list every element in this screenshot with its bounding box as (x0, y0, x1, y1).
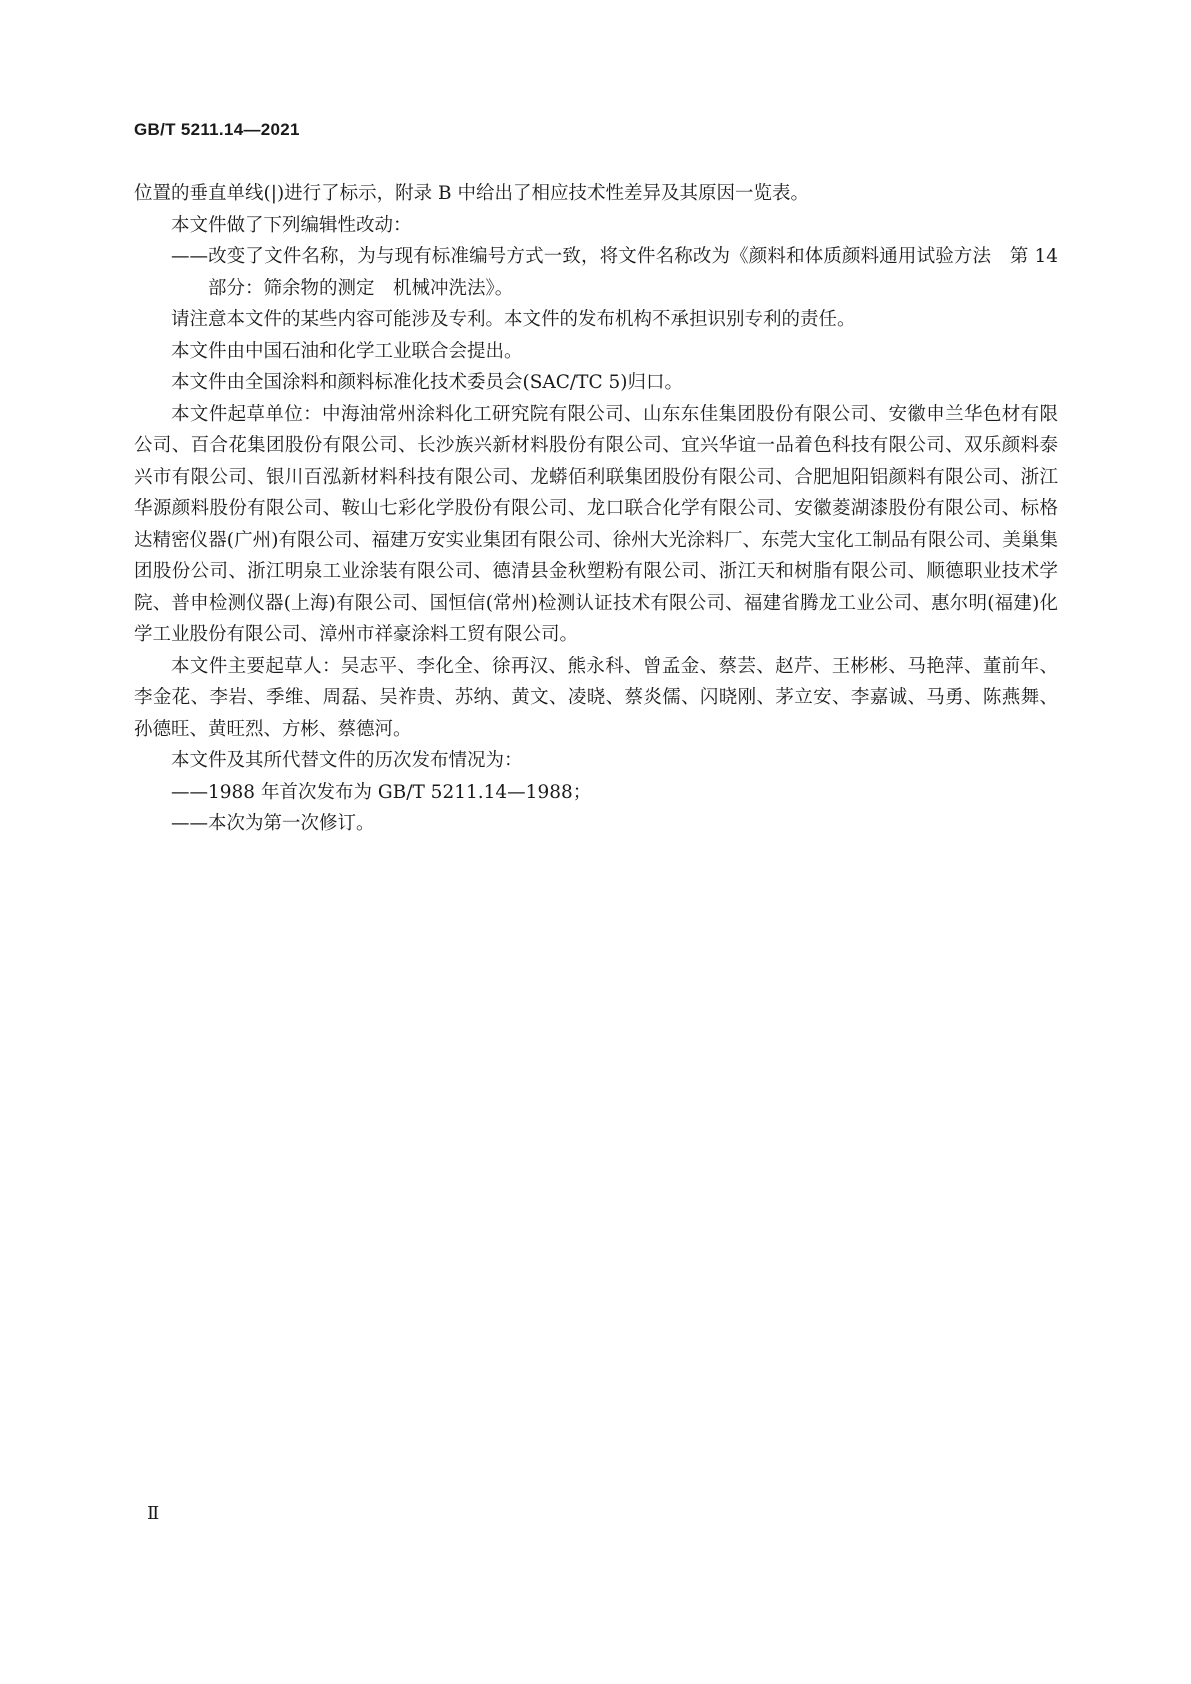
paragraph-technical-committee: 本文件由全国涂料和颜料标准化技术委员会(SAC/TC 5)归口。 (171, 372, 684, 393)
paragraph-technical-differences: 位置的垂直单线(|)进行了标示，附录 B 中给出了相应技术性差异及其原因一览表。 (134, 183, 810, 204)
list-item-first-revision: ——本次为第一次修订。 (171, 813, 375, 834)
list-item-first-publication: ——1988 年首次发布为 GB/T 5211.14—1988； (171, 781, 592, 803)
standard-code-header: GB/T 5211.14—2021 (134, 120, 300, 139)
page-number: Ⅱ (147, 1503, 160, 1523)
paragraph-editorial-changes-intro: 本文件做了下列编辑性改动： (171, 214, 412, 236)
paragraph-proposed-by: 本文件由中国石油和化学工业联合会提出。 (171, 340, 523, 362)
list-item-title-change: ——改变了文件名称，为与现有标准编号方式一致，将文件名称改为《颜料和体质颜料通用试验方法 第 14 部分：筛余物的测定 机械冲洗法》。 (171, 246, 1058, 299)
paragraph-main-drafters: 本文件主要起草人：吴志平、李化全、徐再汉、熊永科、曾孟金、蔡芸、赵芹、王彬彬、马艳萍、董前年、李金花、李岩、季维、周磊、吴祚贵、苏纳、黄文、凌晓、蔡炎儒、闪晓刚、茅立安、李嘉诚、马勇、陈燕舞、孙德旺、黄旺烈、方彬、蔡德河。 (134, 655, 1058, 740)
paragraph-publication-history-intro: 本文件及其所代替文件的历次发布情况为： (171, 750, 523, 771)
paragraph-patent-notice: 请注意本文件的某些内容可能涉及专利。本文件的发布机构不承担识别专利的责任。 (171, 309, 856, 330)
paragraph-drafting-organizations: 本文件起草单位：中海油常州涂料化工研究院有限公司、山东东佳集团股份有限公司、安徽申兰华色材有限公司、百合花集团股份有限公司、长沙族兴新材料股份有限公司、宜兴华谊一品着色科技有限公司、双乐颜料泰兴市有限公司、银川百泓新材料科技有限公司、龙蟒佰利联集团股份有限公司、合肥旭阳铝颜料有限公司、浙江华源颜料股份有限公司、鞍山七彩化学股份有限公司、龙口联合化学有限公司、安徽菱湖漆股份有限公司、标格达精密仪器(广州)有限公司、福建万安实业集团有限公司、徐州大光涂料厂、东莞大宝化工制品有限公司、美巢集团股份公司、浙江明泉工业涂装有限公司、德清县金秋塑粉有限公司、浙江天和树脂有限公司、顺德职业技术学院、普申检测仪器(上海)有限公司、国恒信(常州)检测认证技术有限公司、福建省腾龙工业公司、惠尔明(福建)化学工业股份有限公司、漳州市祥豪涂料工贸有限公司。 (134, 403, 1058, 645)
document-body (134, 178, 1058, 840)
